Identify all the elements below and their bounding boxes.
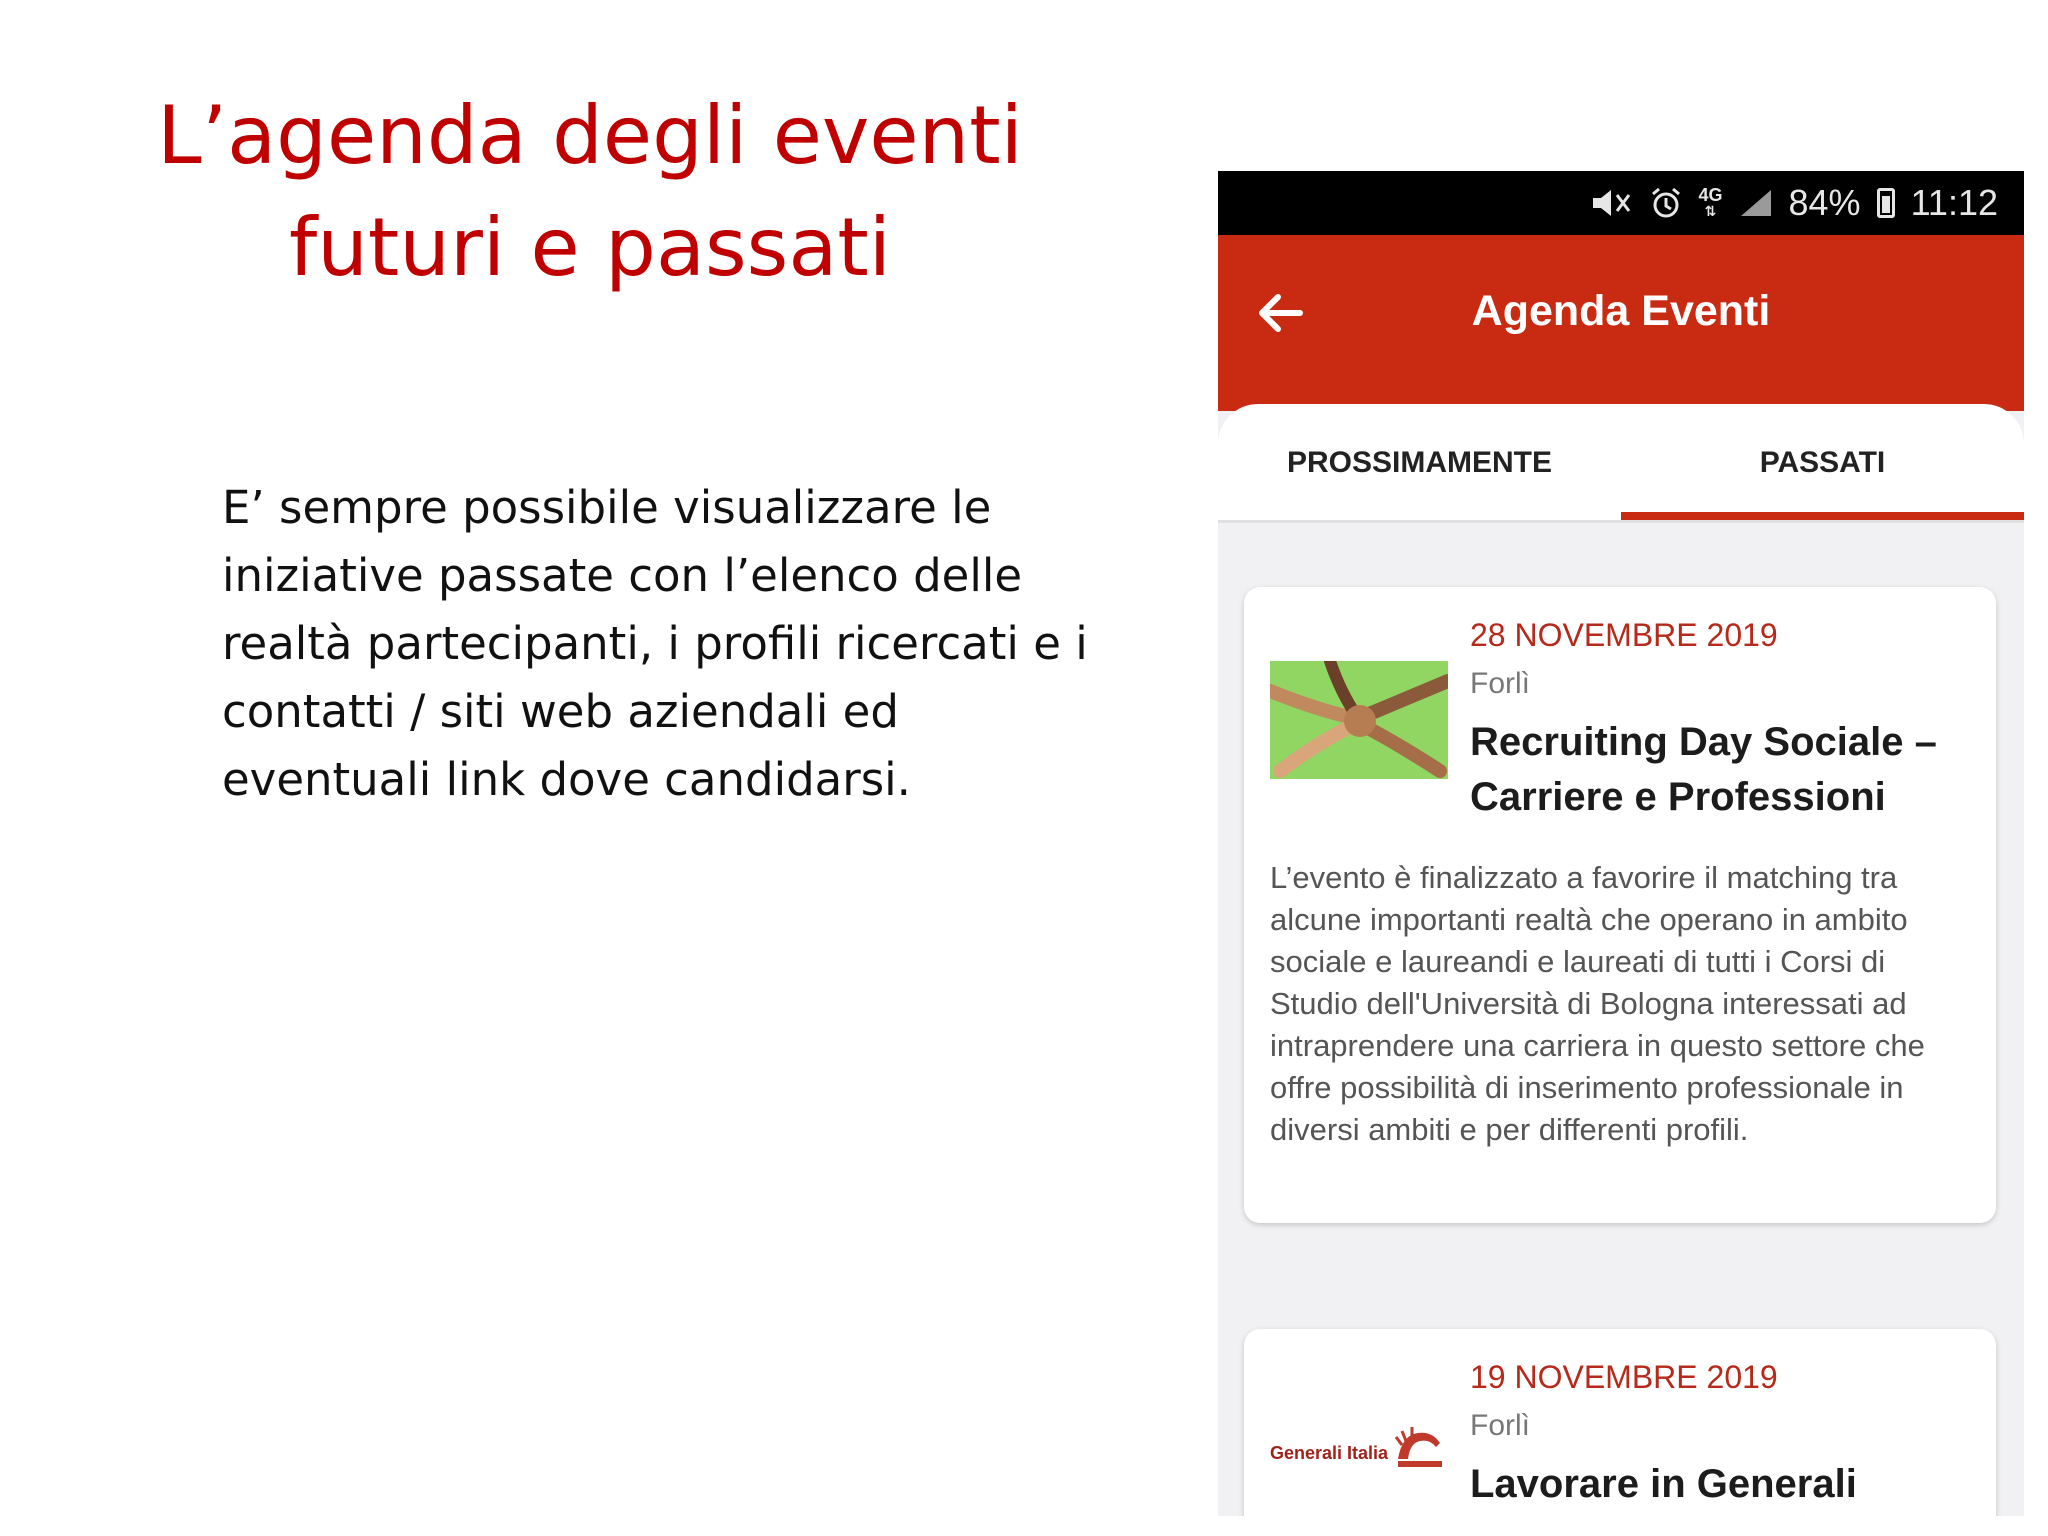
- event-description: L’evento è finalizzato a favorire il matching tra alcune importanti realtà che operano in ambito sociale e laureandi e laureati di tutti i Corsi di Studio dell'Università di Bologna interessati ad intraprendere una carriera in questo settore che offre possibilità di inserimento professionale in diversi ambiti e per differenti profili.: [1270, 860, 1925, 1147]
- data-arrows-icon: ⇅: [1704, 203, 1717, 219]
- active-tab-indicator: [1621, 512, 2024, 520]
- status-bar: [1218, 171, 2024, 235]
- tab-bar: [1218, 404, 2024, 522]
- event-thumbnail-hands-image: [1270, 661, 1448, 779]
- app-bar: [1218, 235, 2024, 411]
- generali-logo-text: Generali Italia: [1270, 1443, 1389, 1463]
- tab-passati[interactable]: PASSATI: [1759, 446, 1886, 479]
- slide-title: [150, 80, 1030, 304]
- alarm-icon: [1649, 186, 1683, 220]
- event-date: 28 NOVEMBRE 2019: [1470, 617, 1778, 653]
- phone-screenshot: [1218, 171, 2024, 1516]
- lion-icon: [1392, 1425, 1446, 1469]
- battery-icon: [1877, 188, 1895, 218]
- signal-icon: [1739, 188, 1773, 218]
- mute-icon: [1589, 187, 1633, 219]
- event-card[interactable]: [1244, 1329, 1996, 1516]
- slide-body-text: E’ sempre possibile visualizzare le iniziative passate con l’elenco delle realtà partecipanti, i profili ricercati e i contatti / siti web aziendali ed eventuali link dove candidarsi.: [222, 481, 1088, 806]
- 4g-icon: [1699, 187, 1723, 219]
- event-title[interactable]: Recruiting Day Sociale – Carriere e Professioni: [1470, 720, 1937, 819]
- event-city: Forlì: [1470, 667, 1530, 700]
- tab-prossimamente[interactable]: PROSSIMAMENTE: [1286, 446, 1553, 479]
- generali-logo: [1270, 1425, 1450, 1485]
- event-title[interactable]: Lavorare in Generali: [1470, 1462, 1857, 1506]
- event-city: Forlì: [1470, 1409, 1530, 1442]
- slide-title-line1: L’agenda degli eventi: [157, 89, 1023, 182]
- network-label: 4G: [1698, 185, 1723, 205]
- event-date: 19 NOVEMBRE 2019: [1470, 1359, 1778, 1395]
- clock-time: 11:12: [1910, 182, 1998, 223]
- battery-percent: 84%: [1788, 182, 1861, 223]
- slide-title-line2: futuri e passati: [289, 201, 891, 294]
- tab-divider: [1218, 520, 2024, 523]
- event-card[interactable]: [1244, 587, 1996, 1223]
- app-title: Agenda Eventi: [1471, 287, 1771, 335]
